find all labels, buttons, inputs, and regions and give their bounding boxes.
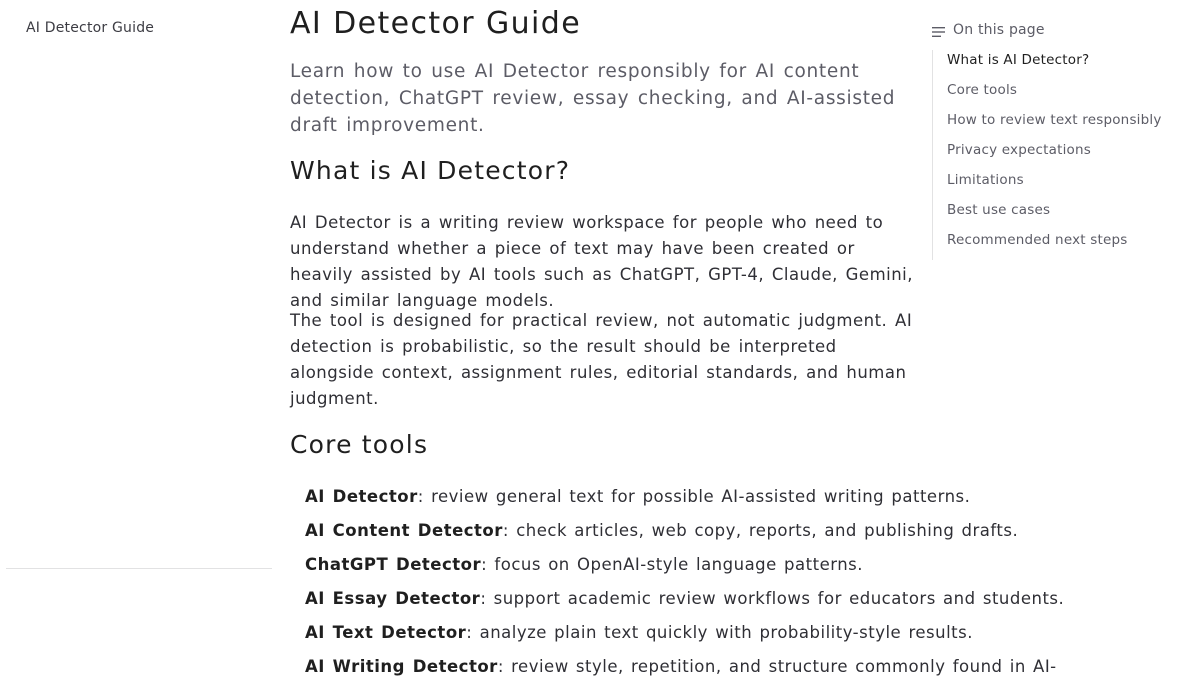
outline-item-recommended-next-steps[interactable]: Recommended next steps <box>947 232 1128 248</box>
outline-item-review-responsibly[interactable]: How to review text responsibly <box>947 112 1162 128</box>
list-item <box>305 520 1019 554</box>
tool-description: : check articles, web copy, reports, and publishing drafts. <box>502 521 1019 540</box>
page-title: AI Detector Guide <box>290 6 582 41</box>
list-item <box>305 554 905 588</box>
section-heading-what-is: What is AI Detector? <box>290 156 571 185</box>
list-item <box>305 588 1065 622</box>
tool-description: : review general text for possible AI-assisted writing patterns. <box>417 487 971 506</box>
outline-item-privacy-expectations[interactable]: Privacy expectations <box>947 142 1091 158</box>
list-icon <box>932 25 946 35</box>
outline-list <box>932 50 1177 260</box>
tool-description: : focus on OpenAI-style language patterns. <box>481 555 864 574</box>
tool-description: : analyze plain text quickly with probability-style results. <box>466 623 973 642</box>
list-item <box>305 486 971 520</box>
outline-title: On this page <box>953 22 1045 38</box>
paragraph-intro: AI Detector is a writing review workspace for people who need to understand whether a piece of text may have been created or heavily assisted by AI tools such as ChatGPT, GPT-4, Claude, Gemini, and similar language models. <box>290 213 914 310</box>
tool-description: : support academic review workflows for educators and students. <box>480 589 1065 608</box>
tool-name: AI Text Detector <box>305 623 467 642</box>
core-tools-list <box>305 486 1065 690</box>
outline-item-best-use-cases[interactable]: Best use cases <box>947 202 1051 218</box>
sidebar-divider <box>6 568 272 569</box>
sidebar <box>0 0 272 675</box>
paragraph-practical-review: The tool is designed for practical review, not automatic judgment. AI detection is probabilistic, so the result should be interpreted alongside context, assignment rules, editorial standards, and human judgment. <box>290 311 913 408</box>
on-this-page-outline <box>932 18 1182 248</box>
tool-description: : review style, repetition, and structure commonly found in AI- <box>497 657 1057 676</box>
lead-paragraph: Learn how to use AI Detector responsibly for AI content detection, ChatGPT review, essay checking, and AI-assisted draft improvement. <box>290 61 896 136</box>
outline-item-core-tools[interactable]: Core tools <box>947 82 1018 98</box>
list-item <box>305 622 973 656</box>
outline-item-what-is-ai-detector[interactable]: What is AI Detector? <box>947 52 1090 68</box>
section-heading-core-tools: Core tools <box>290 430 429 459</box>
sidebar-item-ai-detector-guide[interactable]: AI Detector Guide <box>26 20 155 36</box>
tool-name: ChatGPT Detector <box>305 555 482 574</box>
tool-name: AI Detector <box>305 487 418 506</box>
outline-header <box>932 18 1182 42</box>
outline-item-limitations[interactable]: Limitations <box>947 172 1024 188</box>
tool-name: AI Essay Detector <box>305 589 481 608</box>
tool-name: AI Writing Detector <box>305 657 498 676</box>
list-item <box>305 656 1057 690</box>
tool-name: AI Content Detector <box>305 521 503 540</box>
